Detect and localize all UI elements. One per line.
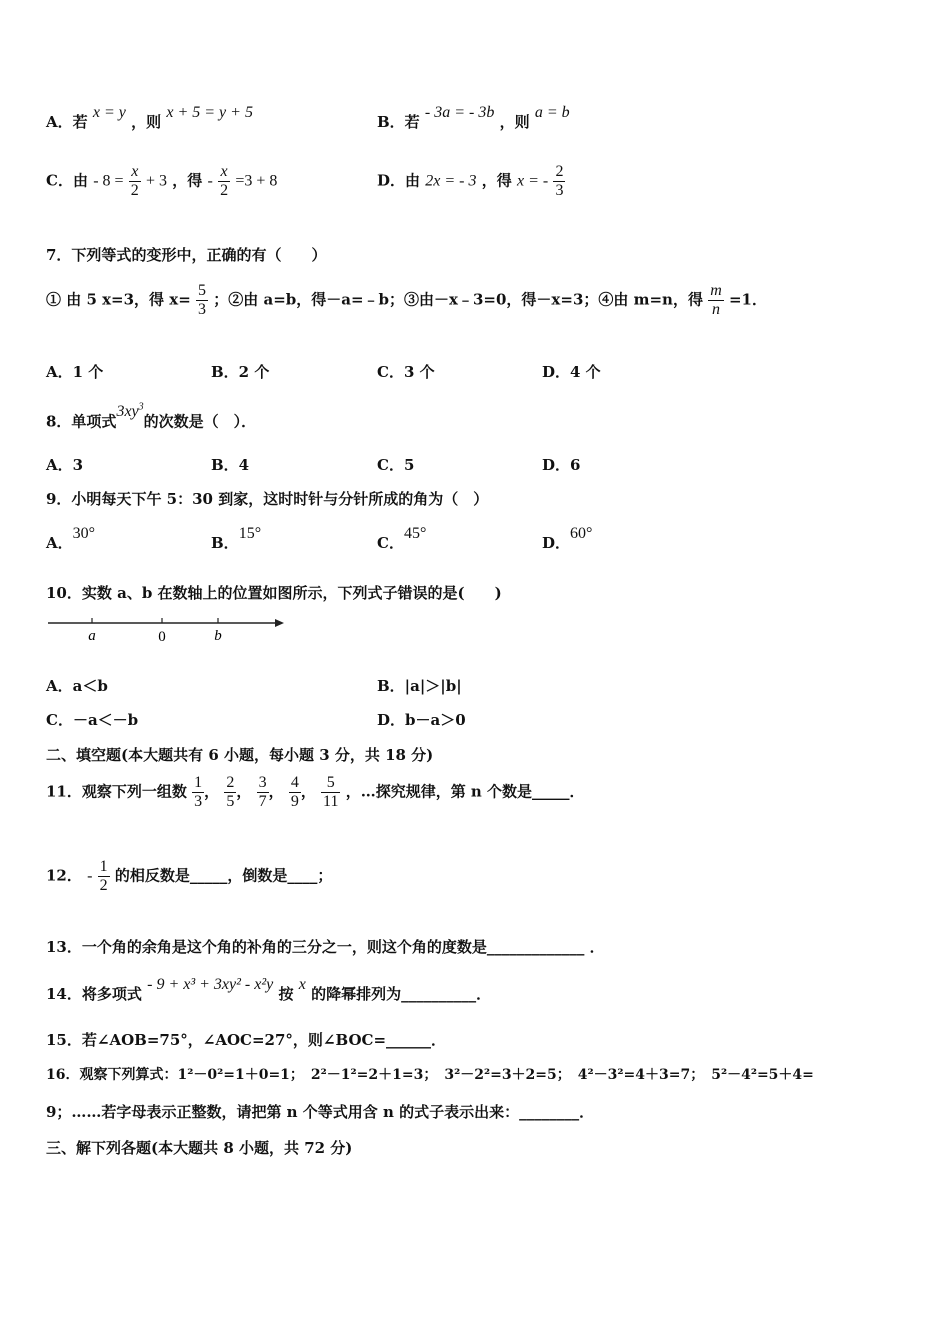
q6c-frac1: $\frac{x}{2}$	[130, 163, 139, 199]
q15: 15．若∠AOB=75°，∠AOC=27°，则∠BOC=______．	[46, 1031, 447, 1049]
q6-option-c[interactable]	[46, 163, 277, 200]
q6d-mid: ，得	[481, 171, 512, 190]
q9c-value: 45°	[403, 525, 427, 542]
q14-polynomial: - 9 + x³ + 3xy² - x²y	[147, 976, 274, 993]
q9d-value: 60°	[570, 525, 593, 542]
label-a: a	[88, 628, 96, 644]
q7-option-c[interactable]: C．3 个	[377, 363, 435, 381]
q7-part2: ；②由 a=b，得－a=﹣b；③由－x﹣3=0，得－x=3；④由 m=n，得	[213, 290, 703, 309]
q9-option-b[interactable]: B．15°	[211, 525, 262, 552]
q7-part3: =1．	[728, 290, 767, 309]
q9-option-a[interactable]: A．30°	[46, 525, 96, 552]
q8-post: 的次数是（ ）．	[143, 412, 257, 431]
q7-option-a[interactable]: A．1 个	[46, 363, 104, 381]
q7-part1: ① 由 5 x=3，得 x=	[46, 290, 191, 309]
section-3-heading: 三、解下列各题(本大题共 8 小题，共 72 分)	[46, 1139, 353, 1157]
q6c-math2b: =3 + 8	[235, 172, 278, 190]
q6-option-d[interactable]	[377, 163, 565, 200]
q6b-mid: ，则	[499, 113, 530, 131]
q7-statements	[46, 282, 767, 319]
q12-neg: -	[87, 867, 93, 885]
q14	[46, 976, 492, 1005]
q9-option-d[interactable]: D．60°	[542, 525, 593, 552]
q6c-math2a: -	[207, 172, 213, 190]
q11: 11．观察下列一组数 $\frac{1}{3}$ ， $\frac{2}{5}$ ， $\frac{3}{7}$ ， $\frac{4}{9}$ ， $\frac{5}{11}$ ，…探究规律，第 n 个数是_____．	[46, 774, 585, 810]
q16-line1: 16．观察下列算式：1²－0²=1＋0=1； 2²－1²=2＋1=3； 3²－2²=3＋2=5； 4²－3²=4＋3=7； 5²－4²=5＋4=	[46, 1067, 814, 1083]
q10-option-a[interactable]: A．a＜b	[46, 677, 108, 695]
q6c-label: C．由	[46, 171, 88, 190]
q6b-label: B．若	[377, 113, 420, 131]
q9b-value: 15°	[238, 525, 262, 542]
q14-mid: 按	[278, 985, 294, 1003]
q9-option-c[interactable]: C．45°	[377, 525, 427, 552]
q6a-label: A．若	[46, 113, 88, 131]
q6b-math1: - 3a = - 3b	[424, 104, 495, 121]
q6b-math2: a = b	[534, 104, 570, 121]
q7-stem: 7．下列等式的变形中，正确的有（ ）	[46, 246, 327, 264]
q11-frac-2: $\frac{2}{5}$	[226, 774, 235, 810]
q11-post: ，…探究规律，第 n 个数是_____．	[345, 782, 585, 801]
q6d-frac: $\frac{2}{3}$	[555, 163, 564, 199]
q11-pre: 11．观察下列一组数	[46, 782, 187, 801]
q8-option-b[interactable]: B．4	[211, 456, 250, 474]
label-0: 0	[158, 629, 166, 645]
q14-var: x	[298, 976, 306, 993]
q11-frac-4: $\frac{4}{9}$	[290, 774, 299, 810]
q9a-value: 30°	[72, 525, 96, 542]
q7-frac1: $\frac{5}{3}$	[198, 282, 207, 318]
q8-pre: 8．单项式	[46, 412, 117, 431]
q8-stem	[46, 402, 257, 432]
q14-pre: 14．将多项式	[46, 985, 142, 1003]
number-line-arrow	[275, 619, 284, 627]
q10-option-b[interactable]: B．|a|＞|b|	[377, 677, 462, 695]
q6c-math1a: - 8 =	[93, 172, 124, 190]
q11-frac-1: $\frac{1}{3}$	[194, 774, 203, 810]
q7-frac2: $\frac{m}{n}$	[710, 282, 722, 318]
number-line-figure	[46, 612, 291, 648]
q12-num: 12．	[46, 866, 82, 885]
section-2-heading: 二、填空题(本大题共有 6 小题，每小题 3 分，共 18 分)	[46, 746, 434, 764]
q12-frac: $\frac{1}{2}$	[99, 858, 108, 894]
q7-option-d[interactable]: D．4 个	[542, 363, 601, 381]
q6c-frac2: $\frac{x}{2}$	[220, 163, 229, 199]
q6c-math1b: + 3	[146, 172, 168, 190]
q11-frac-5: $\frac{5}{11}$	[323, 774, 339, 810]
q6a-mid: ，则	[131, 113, 162, 131]
q11-frac-3: $\frac{3}{7}$	[258, 774, 267, 810]
q6d-math2a: x = -	[516, 172, 549, 190]
q8-option-c[interactable]: C．5	[377, 456, 415, 474]
q6d-label: D．由	[377, 171, 421, 190]
q6d-math1: 2x = - 3	[425, 172, 477, 190]
q14-post: 的降幂排列为__________．	[311, 985, 492, 1003]
q6a-math1: x = y	[92, 104, 126, 121]
q9-stem: 9．小明每天下午 5：30 到家，这时时针与分针所成的角为（ ）	[46, 490, 489, 508]
q10-option-d[interactable]: D．b－a＞0	[377, 711, 466, 729]
q8-option-a[interactable]: A．3	[46, 456, 84, 474]
q10-option-c[interactable]: C．－a＜－b	[46, 711, 139, 729]
q16-line2: 9；……若字母表示正整数，请把第 n 个等式用含 n 的式子表示出来：________．	[46, 1103, 595, 1121]
q12	[46, 858, 332, 895]
label-b: b	[214, 628, 222, 644]
q12-post: 的相反数是_____，倒数是____；	[114, 866, 333, 885]
q8-option-d[interactable]: D．6	[542, 456, 581, 474]
q6c-mid: ，得	[172, 171, 203, 190]
q10-stem: 10．实数 a、b 在数轴上的位置如图所示，下列式子错误的是( )	[46, 584, 502, 602]
q13: 13．一个角的余角是这个角的补角的三分之一，则这个角的度数是_____________ ．	[46, 938, 605, 956]
q7-option-b[interactable]: B．2 个	[211, 363, 270, 381]
q8-monomial: $3xy^3$	[116, 402, 144, 421]
q6-option-a[interactable]	[46, 104, 253, 133]
q6a-math2: x + 5 = y + 5	[166, 104, 253, 121]
q6-option-b[interactable]	[377, 104, 570, 133]
